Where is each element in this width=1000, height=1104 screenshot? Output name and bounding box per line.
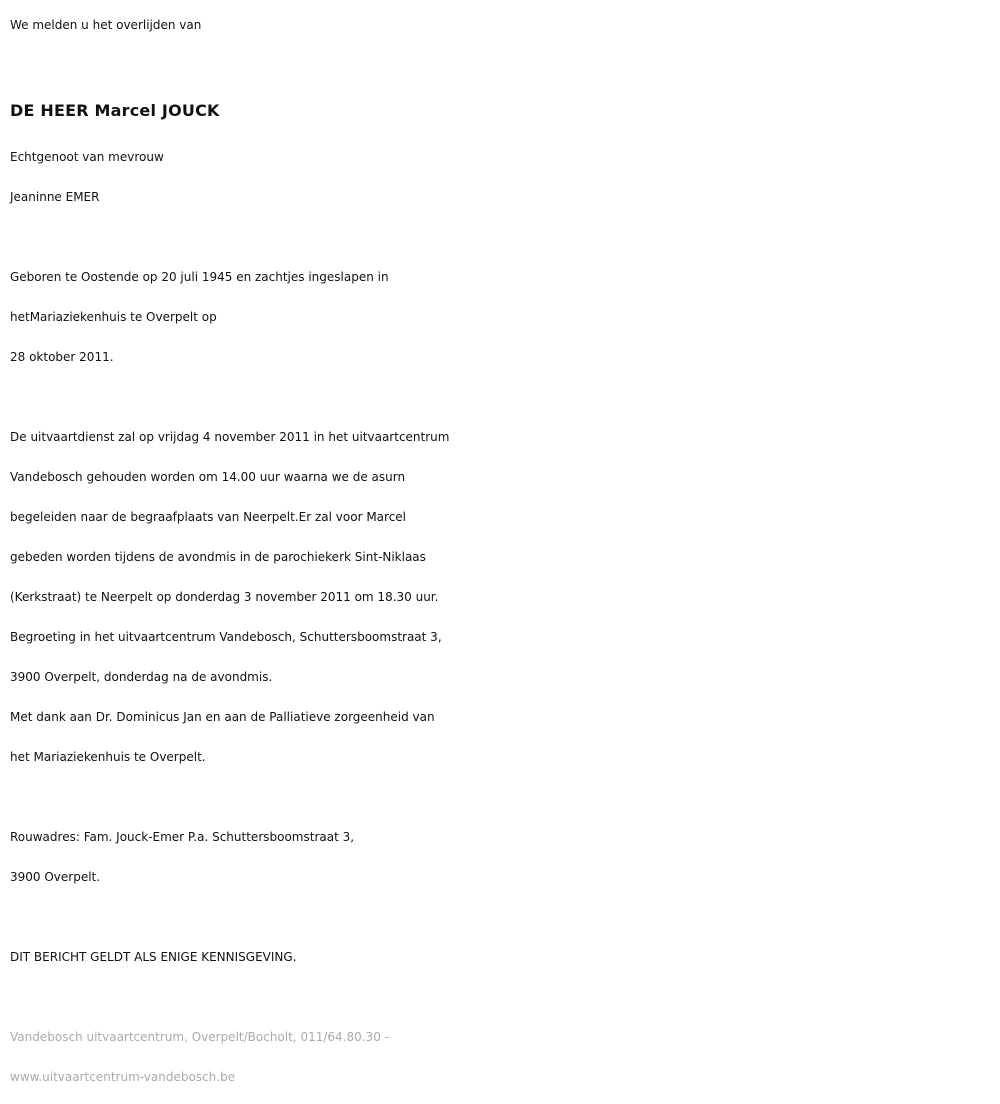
service-line: De uitvaartdienst zal op vrijdag 4 november 2011 in het uitvaartcentrum [10,430,450,444]
service-line: het Mariaziekenhuis te Overpelt. [10,750,206,764]
service-line: begeleiden naar de begraafplaats van Neerpelt.Er zal voor Marcel [10,510,407,524]
birth-line: 28 oktober 2011. [10,350,114,364]
footer-line: www.uitvaartcentrum-vandebosch.be [10,1070,236,1084]
deceased-name: DE HEER Marcel JOUCK [10,101,220,120]
service-line: 3900 Overpelt, donderdag na de avondmis. [10,670,273,684]
intro-text: We melden u het overlijden van [10,18,202,32]
spacer [10,777,995,817]
birth-line: Geboren te Oostende op 20 juli 1945 en zachtjes ingeslapen in [10,270,389,284]
closing-statement: DIT BERICHT GELDT ALS ENIGE KENNISGEVING. [10,950,297,964]
service-line: gebeden worden tijdens de avondmis in de parochiekerk Sint-Niklaas [10,550,426,564]
spouse-line: Jeaninne EMER [10,190,100,204]
spacer [10,377,995,417]
address-line: 3900 Overpelt. [10,870,101,884]
death-notice [10,0,995,1097]
spacer [10,977,995,1017]
service-line: Vandebosch gehouden worden om 14.00 uur waarna we de asurn [10,470,406,484]
service-line: (Kerkstraat) te Neerpelt op donderdag 3 november 2011 om 18.30 uur. [10,590,439,604]
spouse-line: Echtgenoot van mevrouw [10,150,164,164]
spacer [10,217,995,257]
footer-line: Vandebosch uitvaartcentrum, Overpelt/Bocholt, 011/64.80.30 - [10,1030,389,1044]
spacer [10,897,995,937]
service-line: Met dank aan Dr. Dominicus Jan en aan de Palliatieve zorgeenheid van [10,710,435,724]
address-line: Rouwadres: Fam. Jouck-Emer P.a. Schuttersboomstraat 3, [10,830,355,844]
birth-line: hetMariaziekenhuis te Overpelt op [10,310,217,324]
spacer [10,45,995,85]
service-line: Begroeting in het uitvaartcentrum Vandebosch, Schuttersboomstraat 3, [10,630,442,644]
